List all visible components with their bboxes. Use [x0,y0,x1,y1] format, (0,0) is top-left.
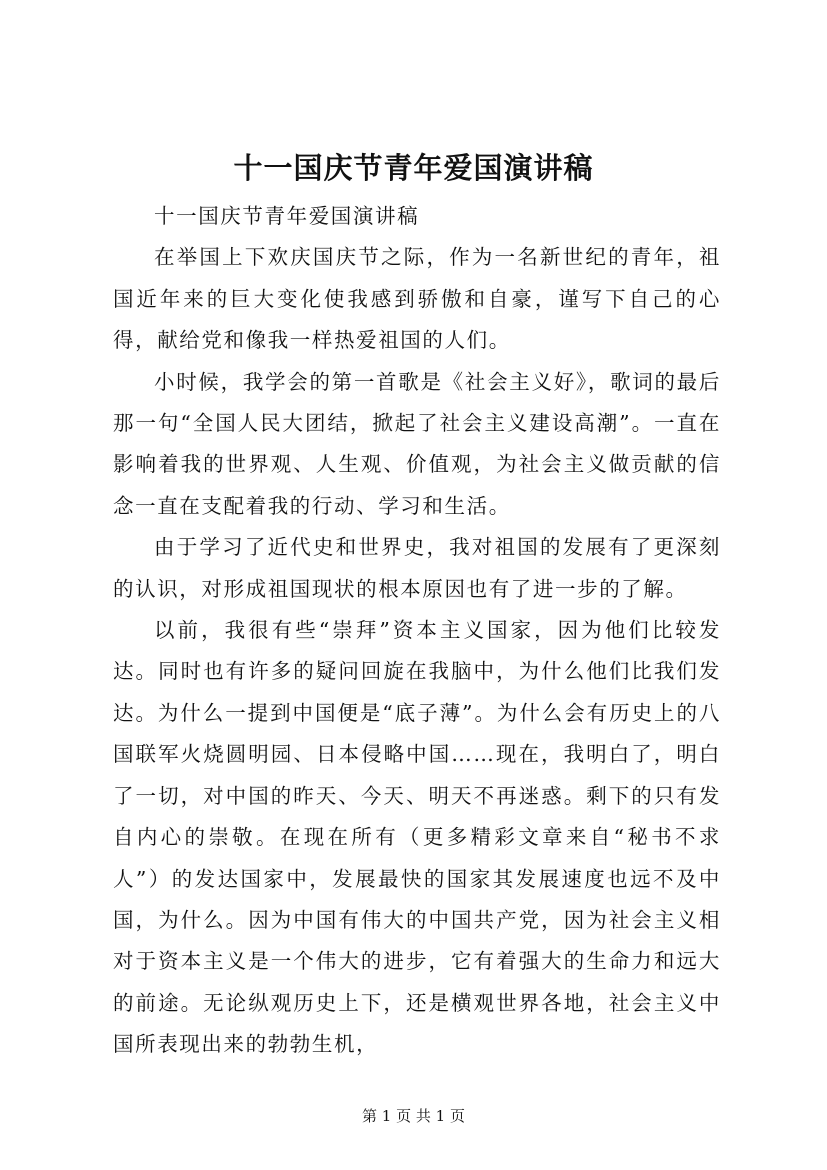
page-footer: 第 1 页 共 1 页 [362,1107,465,1125]
paragraph-subtitle: 十一国庆节青年爱国演讲稿 [154,204,420,228]
paragraph-intro: 在举国上下欢庆国庆节之际，作为一名新世纪的青年，祖国近年来的巨大变化使我感到骄傲和自豪，谨写下自己的心得，献给党和像我一样热爱祖国的人们。 [113,245,721,353]
document-title: 十一国庆节青年爱国演讲稿 [233,151,594,185]
paragraph-childhood: 小时候，我学会的第一首歌是《社会主义好》，歌词的最后那一句“全国人民大团结，掀起了社会主义建设高潮”。一直在影响着我的世界观、人生观、价值观，为社会主义做贡献的信念一直在支配着我的行动、学习和生活。 [113,369,721,518]
paragraph-reflection: 以前，我很有些“崇拜”资本主义国家，因为他们比较发达。同时也有许多的疑问回旋在我脑中，为什么他们比我们发达。为什么一提到中国便是“底子薄”。为什么会有历史上的八国联军火烧圆明园、日本侵略中国……现在，我明白了，明白了一切，对中国的昨天、今天、明天不再迷惑。剩下的只有发自内心的崇敬。在现在所有（更多精彩文章来自“秘书不求人”）的发达国家中，发展最快的国家其发展速度也远不及中国，为什么。因为中国有伟大的中国共产党，因为社会主义相对于资本主义是一个伟大的进步，它有着强大的生命力和远大的前途。无论纵观历史上下，还是横观世界各地，社会主义中国所表现出来的勃勃生机， [113,618,721,1057]
paragraph-history: 由于学习了近代史和世界史，我对祖国的发展有了更深刻的认识，对形成祖国现状的根本原因也有了进一步的了解。 [113,535,721,601]
document-body [113,196,721,1066]
